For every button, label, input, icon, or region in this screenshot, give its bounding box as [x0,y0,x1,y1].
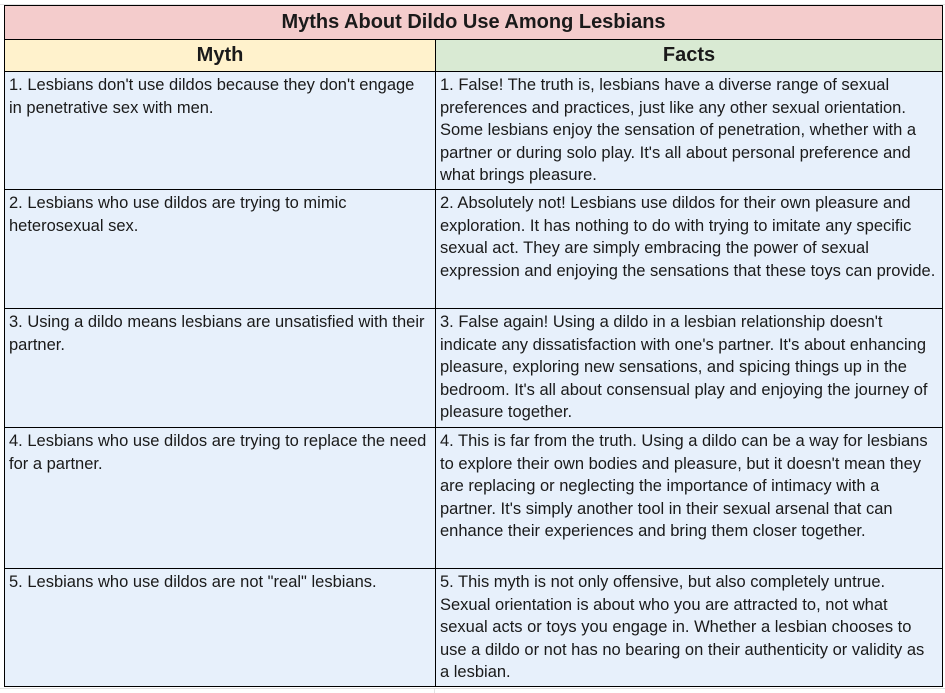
table-title[interactable]: Myths About Dildo Use Among Lesbians [5,6,943,40]
myth-cell[interactable]: 1. Lesbians don't use dildos because they don't engage in penetrative sex with men. [5,72,436,190]
fact-cell[interactable]: 3. False again! Using a dildo in a lesbian relationship doesn't indicate any dissatisfaction with one's partner. It's about enhancing pleasure, exploring new sensations, and spicing things up in the bedroom. It's all about consensual play and enjoying the journey of pleasure together. [436,309,943,428]
fact-cell[interactable]: 1. False! The truth is, lesbians have a diverse range of sexual preferences and practices, just like any other sexual orientation. Some lesbians enjoy the sensation of penetration, whether with a partner or during solo play. It's all about personal preference and what brings pleasure. [436,72,943,190]
fact-cell[interactable]: 4. This is far from the truth. Using a dildo can be a way for lesbians to explore their own bodies and pleasure, but it doesn't mean they are replacing or neglecting the importance of intimacy with a partner. It's simply another tool in their sexual arsenal that can enhance their experiences and bring them closer together. [436,428,943,569]
table-row [5,72,943,190]
fact-cell[interactable]: 2. Absolutely not! Lesbians use dildos for their own pleasure and exploration. It has nothing to do with trying to imitate any specific sexual act. They are simply embracing the power of sexual expression and enjoying the sensations that these toys can provide. [436,190,943,309]
myths-facts-table [4,5,943,687]
myth-cell[interactable]: 2. Lesbians who use dildos are trying to mimic heterosexual sex. [5,190,436,309]
table-row [5,190,943,309]
table-row [5,569,943,687]
header-facts[interactable]: Facts [436,40,943,72]
myth-cell[interactable]: 4. Lesbians who use dildos are trying to replace the need for a partner. [5,428,436,569]
fact-cell[interactable]: 5. This myth is not only offensive, but also completely untrue. Sexual orientation is about who you are attracted to, not what sexual acts or toys you engage in. Whether a lesbian chooses to use a dildo or not has no bearing on their authenticity or validity as a lesbian. [436,569,943,687]
myth-cell[interactable]: 3. Using a dildo means lesbians are unsatisfied with their partner. [5,309,436,428]
header-myth[interactable]: Myth [5,40,436,72]
table-row [5,309,943,428]
table-row [5,428,943,569]
myth-cell[interactable]: 5. Lesbians who use dildos are not "real" lesbians. [5,569,436,687]
